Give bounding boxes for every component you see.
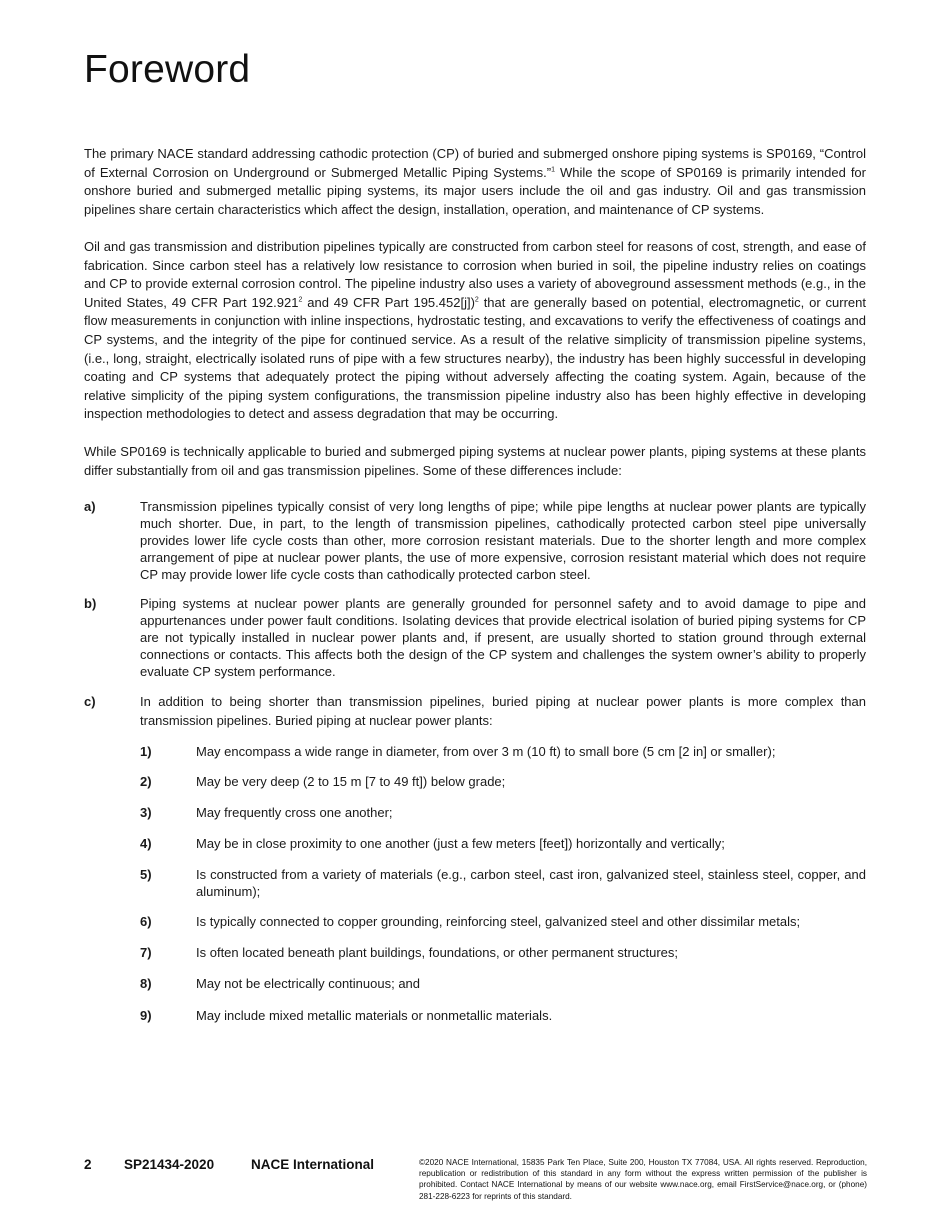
item-label: 3) xyxy=(140,805,152,820)
page-title: Foreword xyxy=(84,48,251,91)
item-text: Piping systems at nuclear power plants are generally grounded for personnel safety and to avoid damage to pipe and appurtenances under power fault conditions. Isolating devices that provide electrical isolation of buried piping systems for CP are not typically installed in nuclear power plants and, if present, are usually shorted to station ground through external connections or contacts. This affects both the design of the CP system and challenges the system owner’s ability to properly evaluate CP system performance. xyxy=(140,596,866,679)
item-text: May be in close proximity to one another (just a few meters [feet]) horizontally and vertically; xyxy=(196,836,725,851)
item-text: May be very deep (2 to 15 m [7 to 49 ft]) below grade; xyxy=(196,774,506,789)
item-text: May encompass a wide range in diameter, from over 3 m (10 ft) to small bore (5 cm [2 in] or smaller); xyxy=(196,744,776,759)
footnote-ref-2a: 2 xyxy=(298,296,303,304)
item-label: 4) xyxy=(140,836,152,851)
pipeline-text-mid: and 49 CFR Part 195.452[j]) xyxy=(302,294,475,310)
item-label: 5) xyxy=(140,867,152,882)
difference-item xyxy=(84,595,866,680)
item-label: 8) xyxy=(140,976,152,991)
item-label: 6) xyxy=(140,914,152,929)
plant-list-item xyxy=(140,835,866,852)
plant-list-item xyxy=(140,944,866,961)
item-text: May frequently cross one another; xyxy=(196,805,393,820)
standard-id: SP21434-2020 xyxy=(124,1157,215,1172)
plant-list-item xyxy=(140,743,866,760)
intro-text-cont: While the scope of SP0169 is primarily intended for onshore buried and submerged metallic piping systems, its major users include the oil and gas industry. Oil and gas transmission pipelines share certain characteristics which affect the design, installation, operation, and maintenance of CP systems. xyxy=(84,164,866,217)
item-label: a) xyxy=(84,499,96,514)
item-label: 2) xyxy=(140,774,152,789)
intro-paragraph xyxy=(84,145,866,219)
footnote-ref-2b: 2 xyxy=(474,296,479,304)
plant-list-item xyxy=(140,773,866,790)
item-label: c) xyxy=(84,694,96,709)
item-text: Is constructed from a variety of materials (e.g., carbon steel, cast iron, galvanized steel, stainless steel, copper, and aluminum); xyxy=(196,867,866,899)
page-footer xyxy=(84,1157,374,1172)
pipeline-text: Oil and gas transmission and distribution pipelines typically are constructed from carbon steel for reasons of cost, strength, and ease of fabrication. Since carbon steel has a relatively low resistance to corrosion when buried in soil, the pipeline industry relies on coatings and CP to provide external corrosion control. The pipeline industry also uses a variety of aboveground assessment methods (e.g., in the United States, 49 CFR Part 192.921 xyxy=(84,239,866,310)
differences-intro: While SP0169 is technically applicable to buried and submerged piping systems at nuclear power plants, piping systems at these plants differ substantially from oil and gas transmission pipelines. Some of these differences include: xyxy=(84,444,866,478)
item-text: Is typically connected to copper grounding, reinforcing steel, galvanized steel and other dissimilar metals; xyxy=(196,914,801,929)
item-label: 7) xyxy=(140,945,152,960)
plant-list-item xyxy=(140,1007,866,1024)
difference-item xyxy=(84,692,866,730)
item-label: 9) xyxy=(140,1008,152,1023)
page-number: 2 xyxy=(84,1157,92,1172)
item-text: May include mixed metallic materials or nonmetallic materials. xyxy=(196,1008,553,1023)
plant-list-item xyxy=(140,913,866,930)
item-label: b) xyxy=(84,596,97,611)
item-text: Transmission pipelines typically consist of very long lengths of pipe; while pipe lengths at nuclear power plants are typically much shorter. Due, in part, to the length of transmission pipelines, cathodically protected carbon steel pipe universally provides lower life cycle costs than other, more corrosion resistant materials. Due to the shorter length and more complex arrangement of pipe at nuclear power plants, the use of more expensive, corrosion resistant material which does not require CP may provide lower life cycle costs than cathodically protected carbon steel. xyxy=(140,499,866,582)
item-text: May not be electrically continuous; and xyxy=(196,976,421,991)
item-text: Is often located beneath plant buildings, foundations, or other permanent structures; xyxy=(196,945,679,960)
item-label: 1) xyxy=(140,744,152,759)
difference-item xyxy=(84,498,866,583)
plant-list-item xyxy=(140,804,866,821)
copyright-notice: ©2020 NACE International, 15835 Park Ten Place, Suite 200, Houston TX 77084, USA. All rights reserved. Reproduction, republication or redistribution of this standard in any form without the express written permission of the publisher is prohibited. Contact NACE International by means of our website www.nace.org, email FirstService@nace.org, or (phone) 281-228-6223 for reprints of this standard. xyxy=(419,1158,867,1201)
organization-name: NACE International xyxy=(251,1157,375,1172)
plant-list-item xyxy=(140,866,866,900)
pipeline-paragraph xyxy=(84,238,866,424)
intro-text: The primary NACE standard addressing cathodic protection (CP) of buried and submerged onshore piping systems is SP0169, “Control of External Corrosion on Underground or Submerged Metallic Piping Systems.” xyxy=(84,146,866,180)
item-text: In addition to being shorter than transmission pipelines, buried piping at nuclear power plants is more complex than transmission pipelines. Buried piping at nuclear power plants: xyxy=(140,694,866,728)
plant-list-item xyxy=(140,975,866,992)
pipeline-text-end: that are generally based on potential, electromagnetic, or current flow measurements in conjunction with inline inspections, hydrostatic testing, and excavations to verify the effectiveness of coatings and CP systems, and the integrity of the pipe for continued service. As a result of the relative simplicity of transmission pipeline systems, (i.e., long, straight, electrically isolated runs of pipe with a few structures nearby), the industry has been highly successful in developing coating and CP systems that adequately protect the piping without adversely affecting the coating system. Again, because of the relative simplicity of the piping system configurations, the transmission pipeline industry also has been highly effective in developing inspection methodologies to detect and assess degradation that may be occurring. xyxy=(84,294,866,422)
footnote-ref-1: 1 xyxy=(551,166,555,174)
